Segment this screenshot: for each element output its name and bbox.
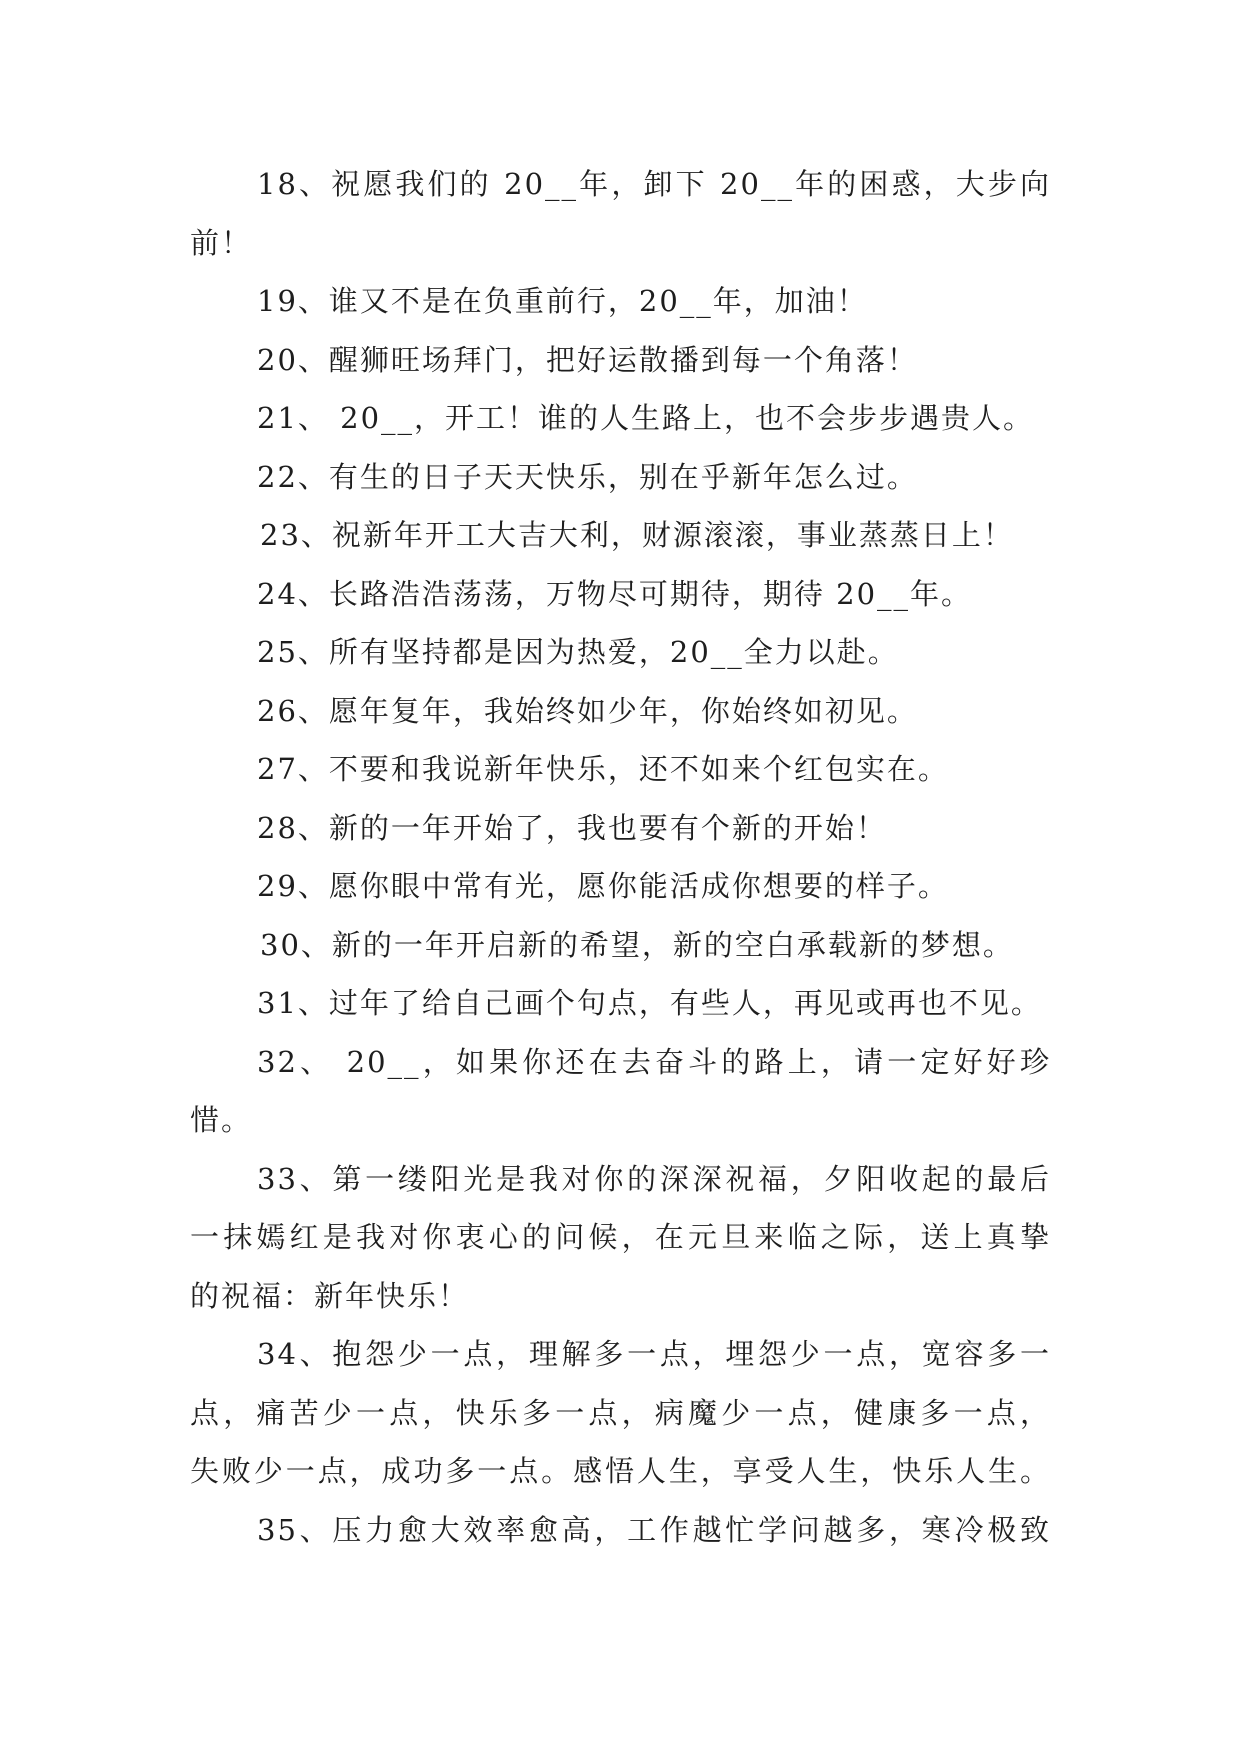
text-line: 的祝福：新年快乐！	[190, 1278, 470, 1313]
paragraph-28	[190, 799, 1051, 858]
text-line: 惜。	[190, 1103, 253, 1137]
text-line: 18、祝愿我们的 20__年，卸下 20__年的困惑，大步向	[257, 167, 1051, 201]
text-line: 19、谁又不是在负重前行，20__年，加油！	[257, 284, 868, 318]
paragraph-32	[190, 1033, 1051, 1150]
text-line: 29、愿你眼中常有光，愿你能活成你想要的样子。	[257, 869, 949, 903]
paragraph-22	[190, 448, 1051, 507]
paragraph-31	[190, 974, 1051, 1033]
text-line: 26、愿年复年，我始终如少年，你始终如初见。	[257, 693, 918, 728]
text-line: 25、所有坚持都是因为热爱，20__全力以赴。	[257, 635, 899, 669]
text-line: 31、过年了给自己画个句点，有些人，再见或再也不见。	[257, 986, 1042, 1020]
paragraph-20	[190, 331, 1051, 390]
text-line: 35、压力愈大效率愈高，工作越忙学问越多，寒冷极致	[257, 1512, 1051, 1547]
paragraph-29	[190, 857, 1051, 916]
text-line: 28、新的一年开始了，我也要有个新的开始！	[257, 810, 887, 845]
text-line: 27、不要和我说新年快乐，还不如来个红包实在。	[257, 752, 949, 786]
paragraph-21	[190, 389, 1051, 448]
paragraph-26	[190, 682, 1051, 741]
text-line: 33、第一缕阳光是我对你的深深祝福，夕阳收起的最后	[257, 1161, 1051, 1196]
paragraph-25	[190, 623, 1051, 682]
text-line: 前！	[190, 225, 253, 260]
text-line: 30、新的一年开启新的希望，新的空白承载新的梦想。	[260, 927, 1014, 962]
text-line: 34、抱怨少一点，理解多一点，埋怨少一点，宽容多一	[257, 1337, 1051, 1371]
text-line: 20、醒狮旺场拜门，把好运散播到每一个角落！	[257, 342, 918, 377]
paragraph-27	[190, 740, 1051, 799]
text-line: 22、有生的日子天天快乐，别在乎新年怎么过。	[257, 459, 918, 494]
text-line: 23、祝新年开工大吉大利，财源滚滚，事业蒸蒸日上！	[260, 518, 1014, 552]
paragraph-35	[190, 1501, 1051, 1560]
text-line: 32、 20__，如果你还在去奋斗的路上，请一定好好珍	[257, 1044, 1051, 1079]
paragraph-18	[190, 155, 1051, 272]
text-line: 24、长路浩浩荡荡，万物尽可期待，期待 20__年。	[257, 576, 973, 611]
paragraph-33	[190, 1150, 1051, 1326]
paragraph-19	[190, 272, 1051, 331]
text-line: 点，痛苦少一点，快乐多一点，病魔少一点，健康多一点，	[190, 1395, 1051, 1430]
paragraph-23	[190, 506, 1051, 565]
text-line: 失败少一点，成功多一点。感悟人生，享受人生，快乐人生。	[190, 1454, 1051, 1488]
paragraph-34	[190, 1325, 1051, 1501]
paragraph-30	[190, 916, 1051, 975]
paragraph-24	[190, 565, 1051, 624]
text-line: 21、 20__，开工！谁的人生路上，也不会步步遇贵人。	[257, 401, 1035, 435]
text-line: 一抹嫣红是我对你衷心的问候，在元旦来临之际，送上真挚	[190, 1220, 1051, 1254]
document-body	[190, 155, 1051, 1559]
